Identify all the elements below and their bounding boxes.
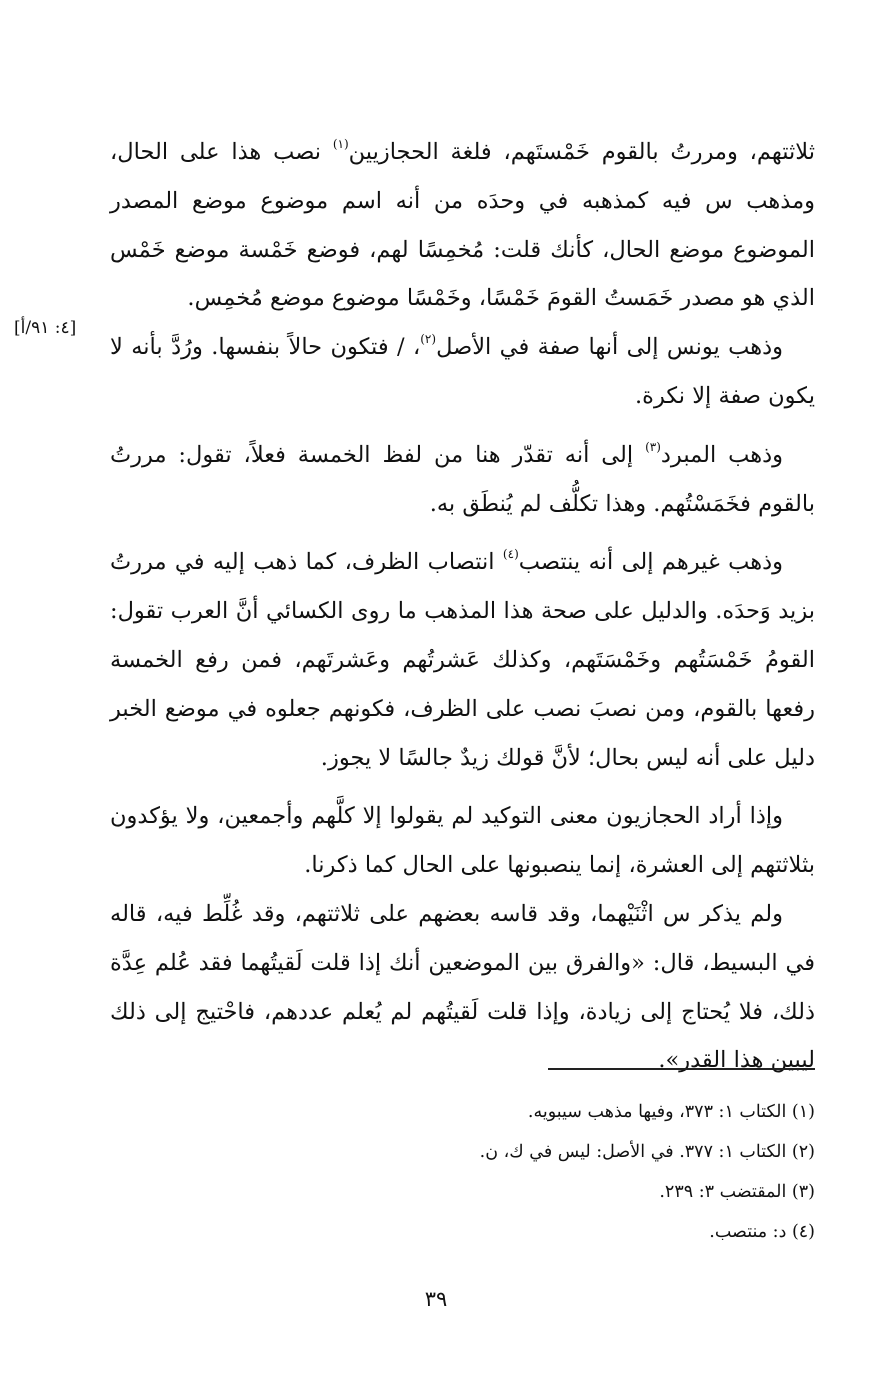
- footnote-3: (٣) المقتضب ٣: ٢٣٩.: [659, 1182, 815, 1202]
- footnote-ref-2: (٢): [420, 332, 437, 347]
- footnote-2: (٢) الكتاب ١: ٣٧٧. في الأصل: ليس في ك، ن.: [479, 1142, 815, 1162]
- paragraph-2-text-b: ، / فتكون حالاً بنفسها. ورُدَّ بأنه لا يكون صفة إلا نكرة.: [110, 334, 815, 409]
- paragraph-6: ولم يذكر س اثْنَيْهما، وقد قاسه بعضهم على ثلاثتهم، وقد غُلِّط فيه، قاله في البسيط، قال: «والفرق بين الموضعين أنك إذا قلت لَقيتُهما فقد عُلم عِدَّة ذلك، فلا يُحتاج إلى زيادة، وإذا قلت لَقيتُهم لم يُعلم عددهم، فاحْتيج إلى ذلك ليبين هذا القدر».: [110, 900, 815, 1074]
- footnotes: [300, 1092, 815, 1252]
- footnote-4: (٤) د: منتصب.: [709, 1222, 815, 1242]
- main-text: [110, 128, 815, 1085]
- paragraph-5: وإذا أراد الحجازيون معنى التوكيد لم يقولوا إلا كلَّهم وأجمعين، ولا يؤكدون بثلاثتهم إلى العشرة، إنما ينصبونها على الحال كما ذكرنا.: [110, 803, 815, 879]
- footnote-1: (١) الكتاب ١: ٣٧٣، وفيها مذهب سيبويه.: [527, 1102, 815, 1122]
- footnote-ref-1: (١): [332, 137, 349, 151]
- paragraph-2: [110, 323, 815, 421]
- paragraph-3-text-a: وذهب المبرد: [660, 441, 783, 468]
- paragraph-1-text-b: نصب هذا على الحال، ومذهب س فيه كمذهبه في وحدَه من أنه اسم موضوع موضع المصدر الموضوع موضع الحال، كأنك قلت: مُخمِسًا لهم، فوضع خَمْسة موضع خَمْس الذي هو مصدر خَمَستُ القومَ خَمْسًا، وخَمْسًا موضوع موضع مُخمِس.: [110, 139, 815, 312]
- paragraph-1-text-a: ثلاثتهم، ومررتُ بالقوم خَمْستَهم، فلغة الحجازيين: [348, 139, 815, 165]
- paragraph-2-text-a: وذهب يونس إلى أنها صفة في الأصل: [436, 334, 783, 361]
- manuscript-folio-reference: [٤: ٩١/أ]: [14, 318, 77, 338]
- paragraph-1: [110, 128, 815, 323]
- paragraph-3: [110, 431, 815, 529]
- paragraph-4: [110, 538, 815, 782]
- paragraph-3-text-b: إلى أنه تقدّر هنا من لفظ الخمسة فعلاً، تقول: مررتُ بالقوم فخَمَسْتُهم. وهذا تكلُّف لم يُنطَق به.: [110, 441, 815, 517]
- footnote-divider: [548, 1068, 815, 1070]
- paragraph-4-text-b: انتصاب الظرف، كما ذهب إليه في مررتُ بزيد وَحدَه. والدليل على صحة هذا المذهب ما روى الكسائي أنَّ العرب تقول: القومُ خَمْسَتُهم وخَمْسَتَهم، وكذلك عَشرتُهم وعَشرتَهم، فمن رفع الخمسة رفعها بالقوم، ومن نصبَ نصب على الظرف، فكونهم جعلوه في موضع الخبر دليل على أنه ليس بحال؛ لأنَّ قولك زيدٌ جالسًا لا يجوز.: [110, 549, 815, 771]
- page-number: ٣٩: [424, 1287, 448, 1311]
- footnote-ref-4: (٤): [502, 547, 519, 562]
- footnote-ref-3: (٣): [645, 439, 661, 454]
- paragraph-4-text-a: وذهب غيرهم إلى أنه ينتصب: [518, 549, 783, 576]
